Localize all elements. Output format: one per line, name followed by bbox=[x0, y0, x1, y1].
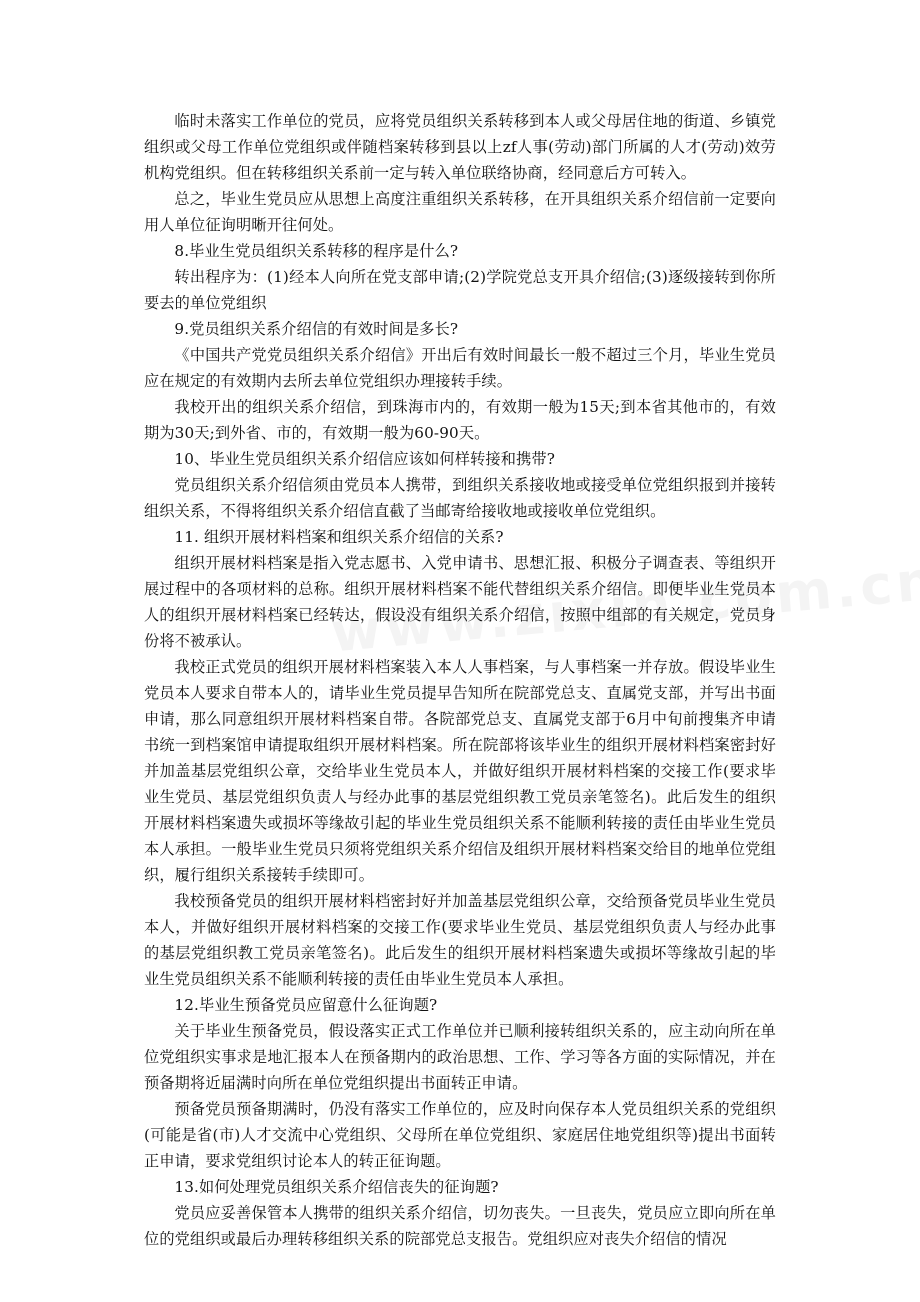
paragraph: 总之，毕业生党员应从思想上高度注重组织关系转移，在开具组织关系介绍信前一定要向用人单位征询明晰开往何处。 bbox=[144, 190, 776, 234]
question-heading: 13.如何处理党员组织关系介绍信丧失的征询题? bbox=[174, 1178, 499, 1196]
paragraph: 党员应妥善保管本人携带的组织关系介绍信，切勿丧失。一旦丧失，党员应立即向所在单位的党组织或最后办理转移组织关系的院部党总支报告。党组织应对丧失介绍信的情况 bbox=[144, 1204, 776, 1248]
paragraph: 我校预备党员的组织开展材料档密封好并加盖基层党组织公章，交给预备党员毕业生党员本人，并做好组织开展材料档案的交接工作(要求毕业生党员、基层党组织负责人与经办此事的基层党组织教工党员亲笔签名)。此后发生的组织开展材料档案遗失或损坏等缘故引起的毕业生党员组织关系不能顺利转接的责任由毕业生党员本人承担。 bbox=[144, 892, 776, 988]
paragraph: 关于毕业生预备党员，假设落实正式工作单位并已顺利接转组织关系的，应主动向所在单位党组织实事求是地汇报本人在预备期内的政治思想、工作、学习等各方面的实际情况，并在预备期将近届满时向所在单位党组织提出书面转正申请。 bbox=[144, 1022, 776, 1092]
paragraph: 转出程序为：(1)经本人向所在党支部申请;(2)学院党总支开具介绍信;(3)逐级接转到你所要去的单位党组织 bbox=[144, 268, 776, 312]
question-heading: 10、毕业生党员组织关系介绍信应该如何样转接和携带? bbox=[174, 450, 556, 468]
paragraph: 党员组织关系介绍信须由党员本人携带，到组织关系接收地或接受单位党组织报到并接转组织关系，不得将组织关系介绍信直截了当邮寄给接收地或接收单位党组织。 bbox=[144, 476, 776, 520]
paragraph: 临时未落实工作单位的党员，应将党员组织关系转移到本人或父母居住地的街道、乡镇党组织或父母工作单位党组织或伴随档案转移到县以上zf人事(劳动)部门所属的人才(劳动)效劳机构党组织。但在转移组织关系前一定与转入单位联络协商，经同意后方可转入。 bbox=[144, 112, 776, 182]
question-heading: 11. 组织开展材料档案和组织关系介绍信的关系? bbox=[174, 528, 504, 546]
question-heading: 8.毕业生党员组织关系转移的程序是什么? bbox=[174, 242, 459, 260]
paragraph: 预备党员预备期满时，仍没有落实工作单位的，应及时向保存本人党员组织关系的党组织(可能是省(市)人才交流中心党组织、父母所在单位党组织、家庭居住地党组织等)提出书面转正申请，要求党组织讨论本人的转正征询题。 bbox=[144, 1100, 776, 1170]
question-heading: 12.毕业生预备党员应留意什么征询题? bbox=[174, 996, 438, 1014]
paragraph: 组织开展材料档案是指入党志愿书、入党申请书、思想汇报、积极分子调查表、等组织开展过程中的各项材料的总称。组织开展材料档案不能代替组织关系介绍信。即便毕业生党员本人的组织开展材料档案已经转达，假设没有组织关系介绍信，按照中组部的有关规定，党员身份将不被承认。 bbox=[144, 554, 776, 650]
paragraph: 我校开出的组织关系介绍信，到珠海市内的，有效期一般为15天;到本省其他市的，有效期为30天;到外省、市的，有效期一般为60-90天。 bbox=[144, 398, 776, 442]
paragraph: 《中国共产党党员组织关系介绍信》开出后有效时间最长一般不超过三个月，毕业生党员应在规定的有效期内去所去单位党组织办理接转手续。 bbox=[144, 346, 776, 390]
document-body bbox=[144, 108, 776, 1252]
question-heading: 9.党员组织关系介绍信的有效时间是多长? bbox=[174, 320, 459, 338]
paragraph: 我校正式党员的组织开展材料档案装入本人人事档案，与人事档案一并存放。假设毕业生党员本人要求自带本人的，请毕业生党员提早告知所在院部党总支、直属党支部，并写出书面申请，那么同意组织开展材料档案自带。各院部党总支、直属党支部于6月中旬前搜集齐申请书统一到档案馆申请提取组织开展材料档案。所在院部将该毕业生的组织开展材料档案密封好并加盖基层党组织公章，交给毕业生党员本人，并做好组织开展材料档案的交接工作(要求毕业生党员、基层党组织负责人与经办此事的基层党组织教工党员亲笔签名)。此后发生的组织开展材料档案遗失或损坏等缘故引起的毕业生党员组织关系不能顺利转接的责任由毕业生党员本人承担。一般毕业生党员只须将党组织关系介绍信及组织开展材料档案交给目的地单位党组织，履行组织关系接转手续即可。 bbox=[144, 658, 776, 884]
